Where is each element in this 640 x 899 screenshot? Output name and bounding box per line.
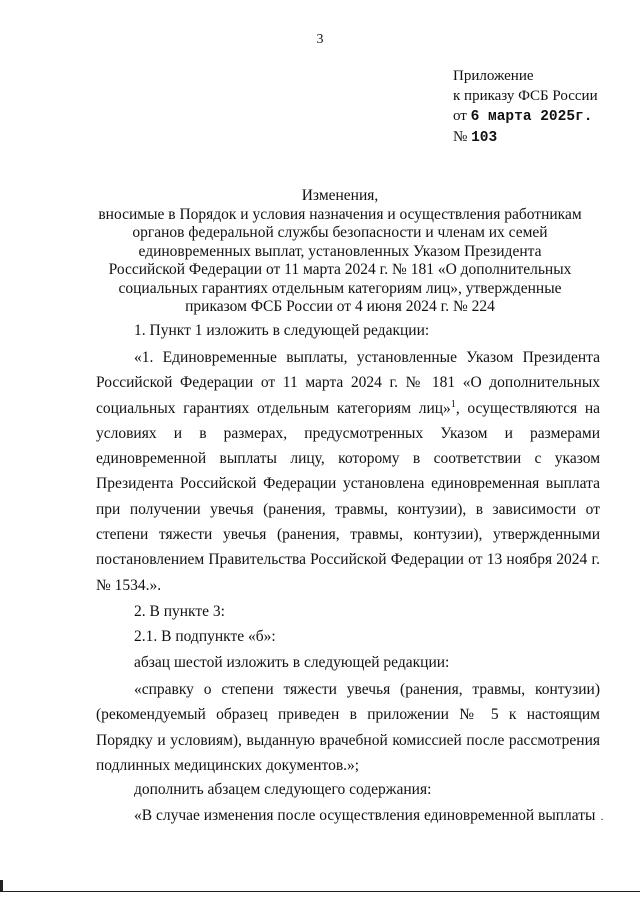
- title-line-6: социальных гарантиях отдельным категориям лиц», утвержденные: [118, 279, 562, 297]
- title-line-3: органов федеральной службы безопасности и членам их семей: [132, 224, 548, 241]
- paragraph-8: «В случае изменения после осуществления единовременной выплаты: [134, 807, 596, 824]
- approval-line-3: [453, 106, 598, 127]
- scan-corner-mark: [0, 880, 3, 892]
- paragraph-1: 1. Пункт 1 изложить в следующей редакции:: [134, 322, 430, 339]
- approval-number: 103: [471, 130, 498, 146]
- title-line-1: Изменения,: [301, 187, 379, 204]
- footnote-marker: 1: [450, 398, 456, 410]
- paragraph-2-part-b: , осуществляются на условиях и в размерах, предусмотренных Указом и размерами единовременной выплаты лицу, которому в соответствии с указом Президента Российской Федерации установлена единовременная выплата при получении увечья (ранения, травмы, контузии), в зависимости от степени тяжести увечья (ранения, травмы, контузии), утвержденными постановлением Правительства Российской Федерации от 13 ноября 2024 г. № 1534.».: [96, 399, 600, 594]
- paragraph-3: 2. В пункте 3:: [134, 603, 225, 620]
- document-title: [80, 187, 600, 317]
- paragraph-7: дополнить абзацем следующего содержания:: [134, 781, 432, 798]
- scan-bottom-border: [0, 891, 640, 892]
- approval-number-prefix: №: [453, 129, 472, 145]
- paragraph-4: 2.1. В подпункте «б»:: [134, 628, 276, 645]
- page-number: 3: [316, 32, 324, 47]
- paragraph-5: абзац шестой изложить в следующей редакции:: [134, 654, 450, 671]
- paragraph-2-part-a: «1. Единовременные выплаты, установленные Указом Президента Российской Федерации от 11 марта 2024 г. № 181 «О дополнительных социальных гарантиях отдельным категориям лиц»: [96, 349, 600, 417]
- paragraph-2: [96, 345, 600, 598]
- approval-line-1: Приложение: [453, 68, 534, 84]
- approval-date-prefix: от: [453, 108, 471, 124]
- title-line-7: приказом ФСБ России от 4 июня 2024 г. № 224: [185, 298, 495, 315]
- scan-edge-mark: ·: [600, 812, 604, 826]
- title-line-5: Российской Федерации от 11 марта 2024 г. № 181 «О дополнительных: [108, 261, 572, 278]
- title-line-2: вносимые в Порядок и условия назначения и осуществления работникам: [98, 205, 582, 223]
- approval-date: 6 марта 2025г.: [470, 109, 593, 125]
- paragraph-6: «справку о степени тяжести увечья (ранения, травмы, контузии) (рекомендуемый образец приведен в приложении № 5 к настоящим Порядку и условиям), выданную врачебной комиссией после рассмотрения подлинных медицинских документов.»;: [96, 681, 600, 774]
- title-line-4: единовременных выплат, установленных Указом Президента: [138, 242, 542, 260]
- approval-line-2: к приказу ФСБ России: [453, 88, 598, 104]
- approval-stamp: [453, 66, 598, 148]
- approval-line-4: [453, 127, 598, 148]
